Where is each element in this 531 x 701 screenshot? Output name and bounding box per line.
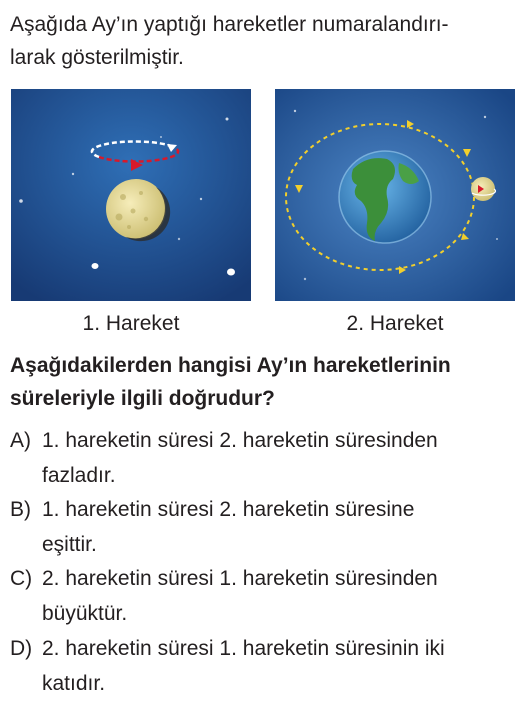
moon-orbit-figure [275,89,515,301]
question-line-1: Aşağıdakilerden hangisi Ay’ın hareketlerinin [10,354,451,377]
option-c-line-1: 2. hareketin süresi 1. hareketin süresinden [42,567,438,590]
option-c-label: C) [10,567,33,590]
option-b-line-2: eşittir. [42,533,97,556]
option-d-label: D) [10,637,33,660]
option-b[interactable] [10,492,525,562]
option-c[interactable] [10,561,525,631]
moon-rotation-figure [11,89,251,301]
option-a-line-2: fazladır. [42,464,116,487]
intro-line-1: Aşağıda Ay’ın yaptığı hareketler numaralandırı- [10,13,449,36]
figure-1-caption: 1. Hareket [82,312,180,335]
option-a[interactable] [10,423,525,493]
option-a-line-1: 1. hareketin süresi 2. hareketin süresinden [42,429,438,452]
option-b-label: B) [10,498,31,521]
option-d[interactable] [10,631,525,701]
option-d-line-2: katıdır. [42,672,106,695]
intro-line-2: larak gösterilmiştir. [10,46,184,69]
moon-orbit-icon [275,89,515,301]
intro-text [10,8,525,74]
moon-rotation-icon [11,89,251,301]
figure-2-caption: 2. Hareket [346,312,444,335]
option-b-line-1: 1. hareketin süresi 2. hareketin süresine [42,498,415,521]
option-c-line-2: büyüktür. [42,602,128,625]
question-line-2: süreleriyle ilgili doğrudur? [10,387,275,410]
option-d-line-1: 2. hareketin süresi 1. hareketin süresinin iki [42,637,445,660]
option-a-label: A) [10,429,31,452]
question-text [10,349,525,415]
